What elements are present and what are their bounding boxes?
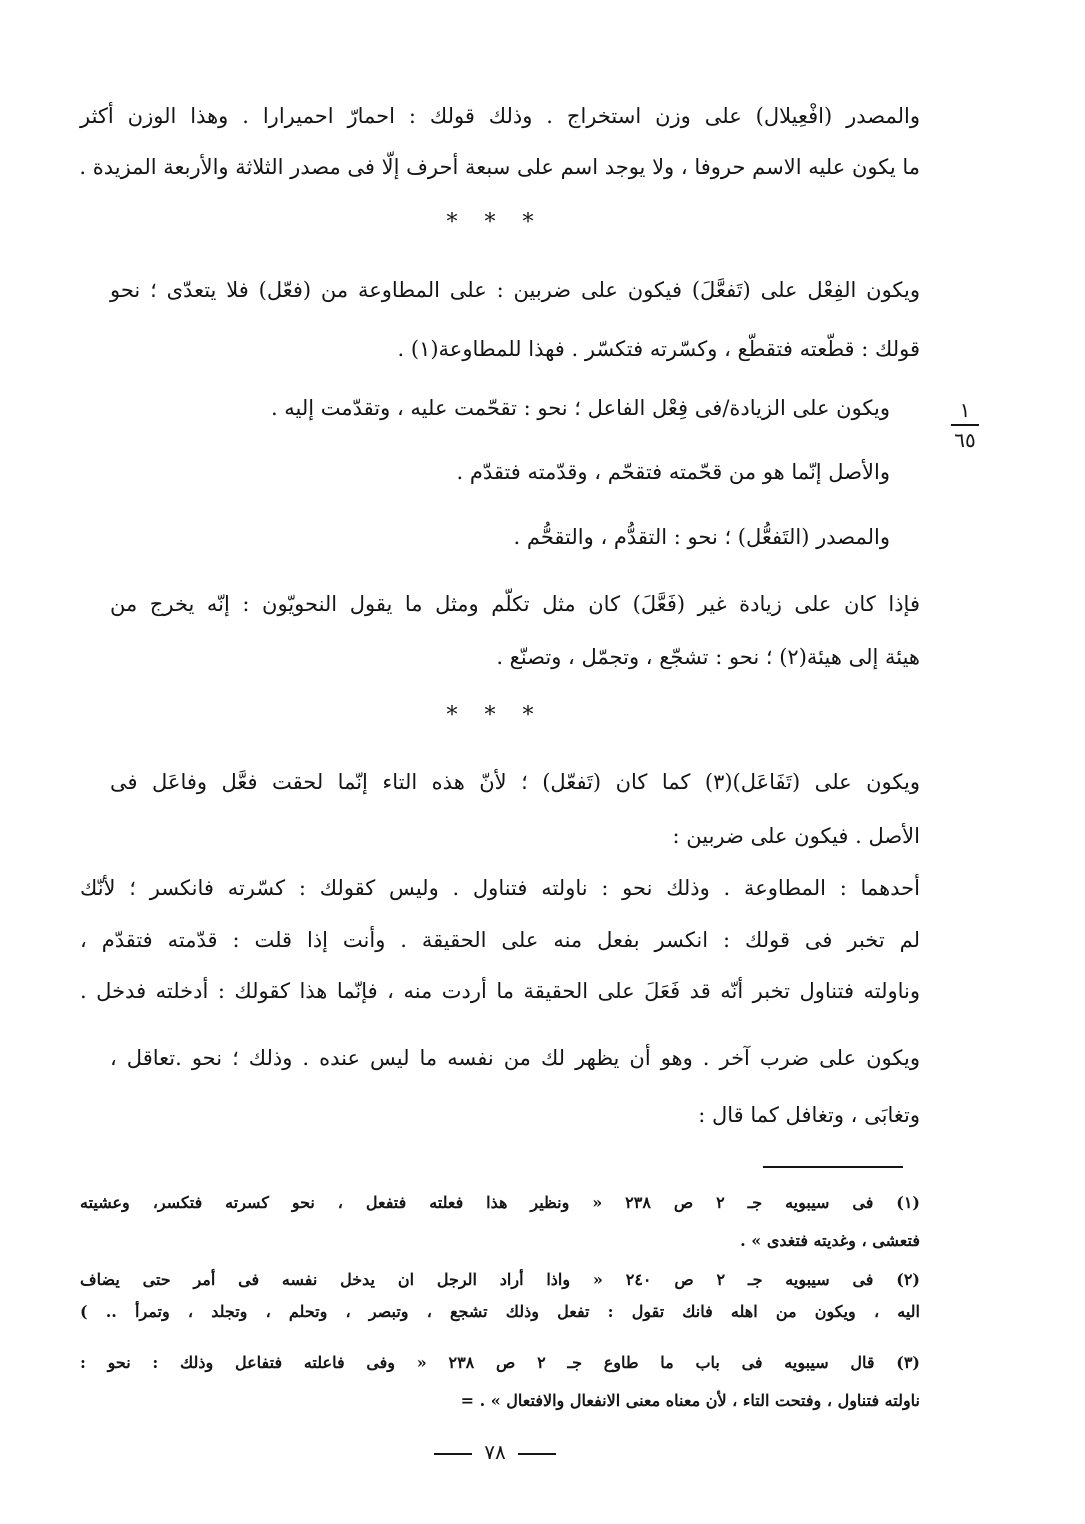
margin-folio-reference [945,398,985,452]
page-number-text: ٧٨ [484,1440,506,1464]
body-line: ما يكون عليه الاسم حروفا ، ولا يوجد اسم على سبعة أحرف إلّا فى مصدر الثلاثة والأربعة المزيدة . [79,155,920,179]
section-separator: * * * [446,703,544,728]
body-line: والأصل إنّما هو من قحّمته فتقحّم ، وقدّمته فتقدّم . [456,460,890,484]
body-line: قولك : قطّعته فتقطّع ، وكسّرته فتكسّر . فهذا للمطاوعة(١) . [397,337,920,361]
footnote-line: (٣) قال سيبويه فى باب ما طاوع جـ ٢ ص ٢٣٨ « وفى فاعلته فتفاعل وذلك : نحو : [80,1353,920,1372]
body-line: أحدهما : المطاوعة . وذلك نحو : ناولته فتناول . وليس كقولك : كسّرته فانكسر ؛ لأنّك [80,876,920,900]
footnote-line: (٢) فى سيبويه جـ ٢ ص ٢٤٠ « واذا أراد الرجل ان يدخل نفسه فى أمر حتى يضاف [80,1270,920,1289]
body-line: ويكون على ضرب آخر . وهو أن يظهر لك من نفسه ما ليس عنده . وذلك ؛ نحو .تعاقل ، [110,1046,920,1070]
body-line: الأصل . فيكون على ضربين : [672,824,920,848]
body-line: والمصدر (التَفعُّل) ؛ نحو : التقدُّم ، والتقحُّم . [513,525,890,549]
margin-ref-bottom: ٦٥ [954,428,976,452]
margin-ref-top: ١ [959,398,971,422]
page-number-dash [434,1453,472,1455]
page-number-dash [518,1453,556,1455]
footnote-line: اليه ، ويكون من اهله فانك تقول : تفعل وذلك تشجع ، وتبصر ، وتحلم ، وتجلد ، وتمرأ .. ) [80,1302,920,1321]
footnote-line: (١) فى سيبويه جـ ٢ ص ٢٣٨ « ونظير هذا فعلته فتفعل ، نحو كسرته فتكسر، وعشيته [80,1193,920,1212]
body-line: ويكون الفِعْل على (تَفعَّلَ) فيكون على ضربين : على المطاوعة من (فعّل) فلا يتعدّى ؛ نحو [110,278,920,302]
body-line: لم تخبر فى قولك : انكسر بفعل منه على الحقيقة . وأنت إذا قلت : قدّمته فتقدّم ، [80,928,920,952]
page-number [0,1440,990,1464]
footnote-line: ناولته فتناول ، وفتحت التاء ، لأن معناه معنى الانفعال والافتعال » . = [460,1391,920,1410]
body-line: ويكون على (تَفَاعَل)(٣) كما كان (تَفعّل) ؛ لأنّ هذه التاء إنّما لحقت فعَّل وفاعَل فى [110,770,920,794]
footnote-line: فتعشى ، وغديته فتغدى » . [740,1231,920,1250]
body-line: فإذا كان على زيادة غير (فَعَّلَ) كان مثل تكلّم ومثل ما يقول النحويّون : إنّه يخرج من [110,592,920,616]
margin-ref-divider [951,424,979,426]
body-line: وناولته فتناول تخبر أنّه قد فَعَلَ على الحقيقة ما أردت منه ، فإنّما هذا كقولك : أدخلته فدخل . [80,979,920,1003]
body-line: وتغابَى ، وتغافل كما قال : [698,1103,920,1127]
body-line: والمصدر (افْعِيلال) على وزن استخراج . وذلك قولك : احمارّ احميرارا . وهذا الوزن أكثر [80,104,920,128]
body-line: ويكون على الزيادة/فى فِعْل الفاعل ؛ نحو : تقحّمت عليه ، وتقدّمت إليه . [270,396,890,420]
footnote-separator-rule [763,1166,903,1168]
section-separator: * * * [446,210,544,235]
body-line: هيئة إلى هيئة(٢) ؛ نحو : تشجّع ، وتجمّل ، وتصنّع . [496,645,920,669]
